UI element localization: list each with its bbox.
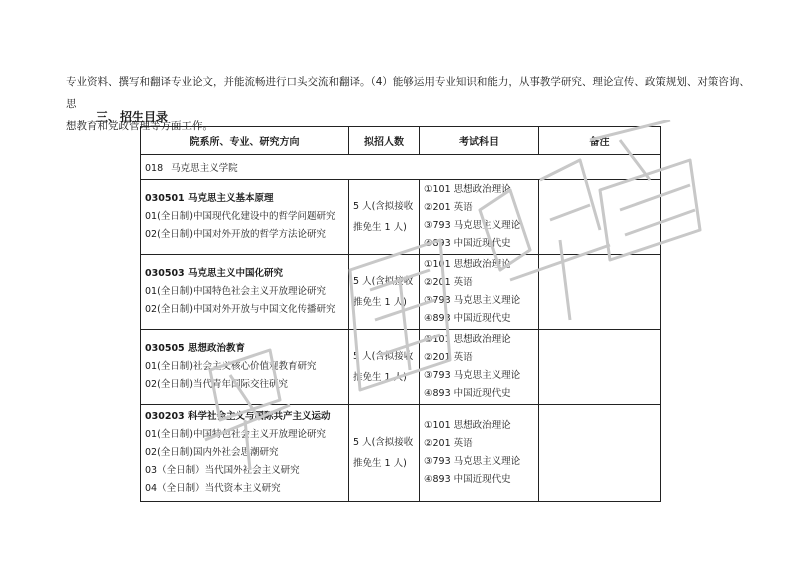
research-direction: 04（全日制）当代资本主义研究 [145,483,281,494]
research-direction: 03（全日制）当代国外社会主义研究 [145,465,300,476]
enrollment-catalog-table [140,126,661,502]
program-row [141,330,661,405]
exam-subject: ②201 英语 [424,202,473,213]
subjects-cell [420,180,539,255]
remark-cell [539,405,661,502]
quota-line: 推免生 1 人) [353,372,407,383]
intro-line: 专业资料、撰写和翻译专业论文，并能流畅进行口头交流和翻译。（4）能够运用专业知识和能力，从事教学研究、理论宣传、政策规划、对策咨询、思 [66,76,750,110]
remark-cell [539,180,661,255]
research-direction: 01(全日制)社会主义核心价值观教育研究 [145,361,317,372]
remark-cell [539,330,661,405]
program-cell [141,180,349,255]
exam-subject: ③793 马克思主义理论 [424,456,521,467]
exam-subject: ③793 马克思主义理论 [424,220,521,231]
table-header-row [141,127,661,155]
exam-subject: ①101 思想政治理论 [424,420,511,431]
quota-cell [349,405,420,502]
major-title: 030203 科学社会主义与国际共产主义运动 [145,411,331,422]
intro-line: 想教育和党政管理等方面工作。 [66,120,213,132]
department-name: 马克思主义学院 [171,163,238,174]
quota-cell [349,330,420,405]
header-exam-subjects: 考试科目 [420,127,539,155]
exam-subject: ③793 马克思主义理论 [424,295,521,306]
exam-subject: ④893 中国近现代史 [424,238,511,249]
subjects-cell [420,405,539,502]
department-row [141,155,661,180]
quota-line: 推免生 1 人) [353,222,407,233]
department-cell [141,155,661,180]
research-direction: 01(全日制)中国特色社会主义开放理论研究 [145,286,327,297]
exam-subject: ②201 英语 [424,438,473,449]
quota-cell [349,180,420,255]
research-direction: 02(全日制)国内外社会思潮研究 [145,447,279,458]
subjects-cell [420,330,539,405]
quota-line: 5 人(含拟接收 [353,201,414,212]
program-row [141,180,661,255]
program-cell [141,405,349,502]
department-code: 018 [145,163,164,174]
quota-line: 推免生 1 人) [353,297,407,308]
exam-subject: ④893 中国近现代史 [424,388,511,399]
subjects-cell [420,255,539,330]
quota-line: 5 人(含拟接收 [353,276,414,287]
exam-subject: ②201 英语 [424,277,473,288]
major-title: 030501 马克思主义基本原理 [145,193,274,204]
header-planned-enrollment: 拟招人数 [349,127,420,155]
header-remarks: 备注 [539,127,661,155]
remark-cell [539,255,661,330]
research-direction: 01(全日制)中国特色社会主义开放理论研究 [145,429,327,440]
research-direction: 02(全日制)中国对外开放与中国文化传播研究 [145,304,336,315]
program-cell [141,255,349,330]
quota-line: 5 人(含拟接收 [353,437,414,448]
exam-subject: ①101 思想政治理论 [424,334,511,345]
program-row [141,255,661,330]
exam-subject: ④893 中国近现代史 [424,313,511,324]
exam-subject: ①101 思想政治理论 [424,259,511,270]
program-cell [141,330,349,405]
quota-line: 推免生 1 人) [353,458,407,469]
exam-subject: ①101 思想政治理论 [424,184,511,195]
section-heading: 三、招生目录 [96,110,169,124]
research-direction: 01(全日制)中国现代化建设中的哲学问题研究 [145,211,336,222]
research-direction: 02(全日制)中国对外开放的哲学方法论研究 [145,229,327,240]
major-title: 030505 思想政治教育 [145,343,245,354]
quota-line: 5 人(含拟接收 [353,351,414,362]
research-direction: 02(全日制)当代青年国际交往研究 [145,379,289,390]
exam-subject: ③793 马克思主义理论 [424,370,521,381]
quota-cell [349,255,420,330]
header-department-major-direction: 院系所、专业、研究方向 [141,127,349,155]
exam-subject: ②201 英语 [424,352,473,363]
program-row [141,405,661,502]
exam-subject: ④893 中国近现代史 [424,474,511,485]
major-title: 030503 马克思主义中国化研究 [145,268,283,279]
